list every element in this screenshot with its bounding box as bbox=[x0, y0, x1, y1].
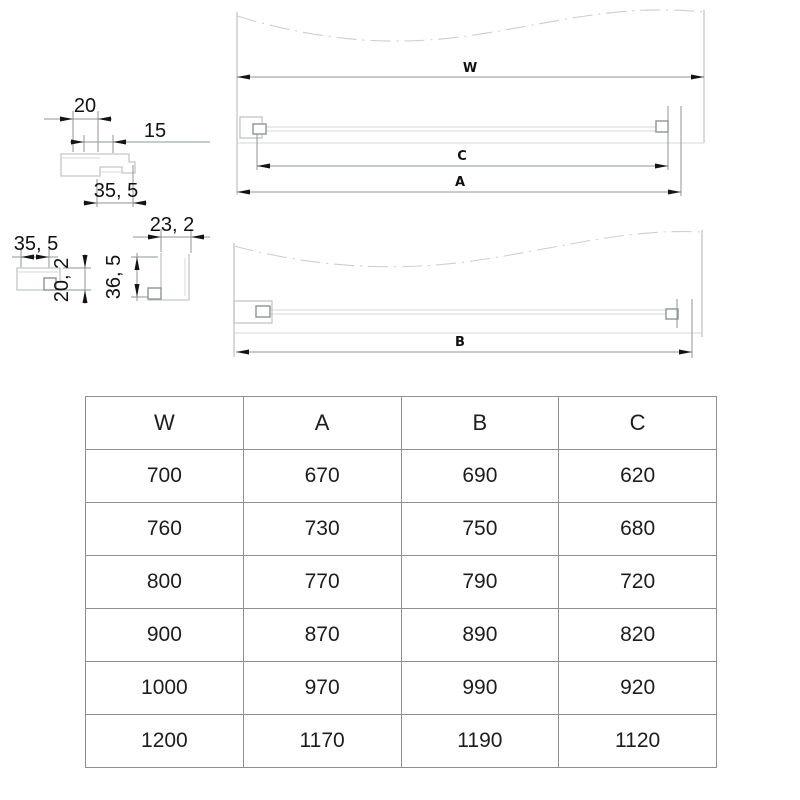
table-cell: 790 bbox=[401, 556, 559, 609]
dim-label-35-5-top: 35, 5 bbox=[93, 180, 139, 202]
table-cell: 680 bbox=[559, 503, 717, 556]
table-cell: 1200 bbox=[86, 715, 244, 768]
table-cell: 1120 bbox=[559, 715, 717, 768]
dim-label-36-5: 36, 5 bbox=[103, 254, 125, 300]
panel-top-left-profile bbox=[240, 117, 266, 138]
panel-bottom-left-profile bbox=[234, 301, 272, 323]
table-cell: 920 bbox=[559, 662, 717, 715]
dim-20 bbox=[44, 95, 112, 152]
table-header-a: A bbox=[243, 397, 401, 450]
table-cell: 900 bbox=[86, 609, 244, 662]
dim-label-35-5-left: 35, 5 bbox=[13, 233, 59, 255]
dim-15 bbox=[70, 120, 210, 153]
table-cell: 760 bbox=[86, 503, 244, 556]
technical-drawing bbox=[0, 0, 800, 392]
table-cell: 690 bbox=[401, 450, 559, 503]
table-cell: 730 bbox=[243, 503, 401, 556]
dim-label-23-2: 23, 2 bbox=[149, 214, 195, 236]
label-w: W bbox=[462, 61, 478, 76]
table-cell: 670 bbox=[243, 450, 401, 503]
profile-top-shape bbox=[61, 154, 135, 176]
table-row bbox=[86, 450, 717, 503]
panel-bottom-right-clamp bbox=[666, 309, 678, 319]
panel-top-view-drawing bbox=[237, 10, 704, 196]
table-cell: 620 bbox=[559, 450, 717, 503]
table-cell: 800 bbox=[86, 556, 244, 609]
table-cell: 970 bbox=[243, 662, 401, 715]
dim-w bbox=[237, 61, 704, 80]
table-cell: 770 bbox=[243, 556, 401, 609]
dim-c bbox=[257, 106, 668, 170]
size-table bbox=[85, 396, 717, 768]
table-row bbox=[86, 715, 717, 768]
label-a: A bbox=[454, 175, 466, 190]
dim-23-2 bbox=[133, 214, 210, 253]
wall-profile-left-drawing bbox=[12, 233, 91, 304]
table-cell: 700 bbox=[86, 450, 244, 503]
table-row bbox=[86, 609, 717, 662]
table-header-c: C bbox=[559, 397, 717, 450]
panel-bottom-view-drawing bbox=[234, 230, 702, 358]
table-cell: 750 bbox=[401, 503, 559, 556]
dim-label-20-2: 20, 2 bbox=[51, 257, 73, 303]
profile-top-drawing bbox=[44, 95, 210, 207]
table-cell: 720 bbox=[559, 556, 717, 609]
dim-20-2 bbox=[51, 254, 91, 304]
table-cell: 1170 bbox=[243, 715, 401, 768]
table-cell: 1000 bbox=[86, 662, 244, 715]
table-cell: 990 bbox=[401, 662, 559, 715]
table-row bbox=[86, 662, 717, 715]
panel-top-right-clamp bbox=[656, 121, 668, 132]
label-c: C bbox=[457, 149, 467, 164]
profile-right-shape bbox=[148, 253, 189, 300]
dim-35-5-top bbox=[83, 165, 147, 207]
dim-label-15: 15 bbox=[143, 120, 167, 142]
dim-b bbox=[236, 299, 692, 358]
table-row bbox=[86, 556, 717, 609]
table-header-b: B bbox=[401, 397, 559, 450]
table-cell: 820 bbox=[559, 609, 717, 662]
dim-label-20: 20 bbox=[73, 95, 97, 117]
table-cell: 870 bbox=[243, 609, 401, 662]
table-cell: 890 bbox=[401, 609, 559, 662]
table-header-row bbox=[86, 397, 717, 450]
table-header-w: W bbox=[86, 397, 244, 450]
table-cell: 1190 bbox=[401, 715, 559, 768]
wall-profile-right-drawing bbox=[103, 214, 210, 301]
table-row bbox=[86, 503, 717, 556]
label-b: B bbox=[455, 335, 465, 350]
